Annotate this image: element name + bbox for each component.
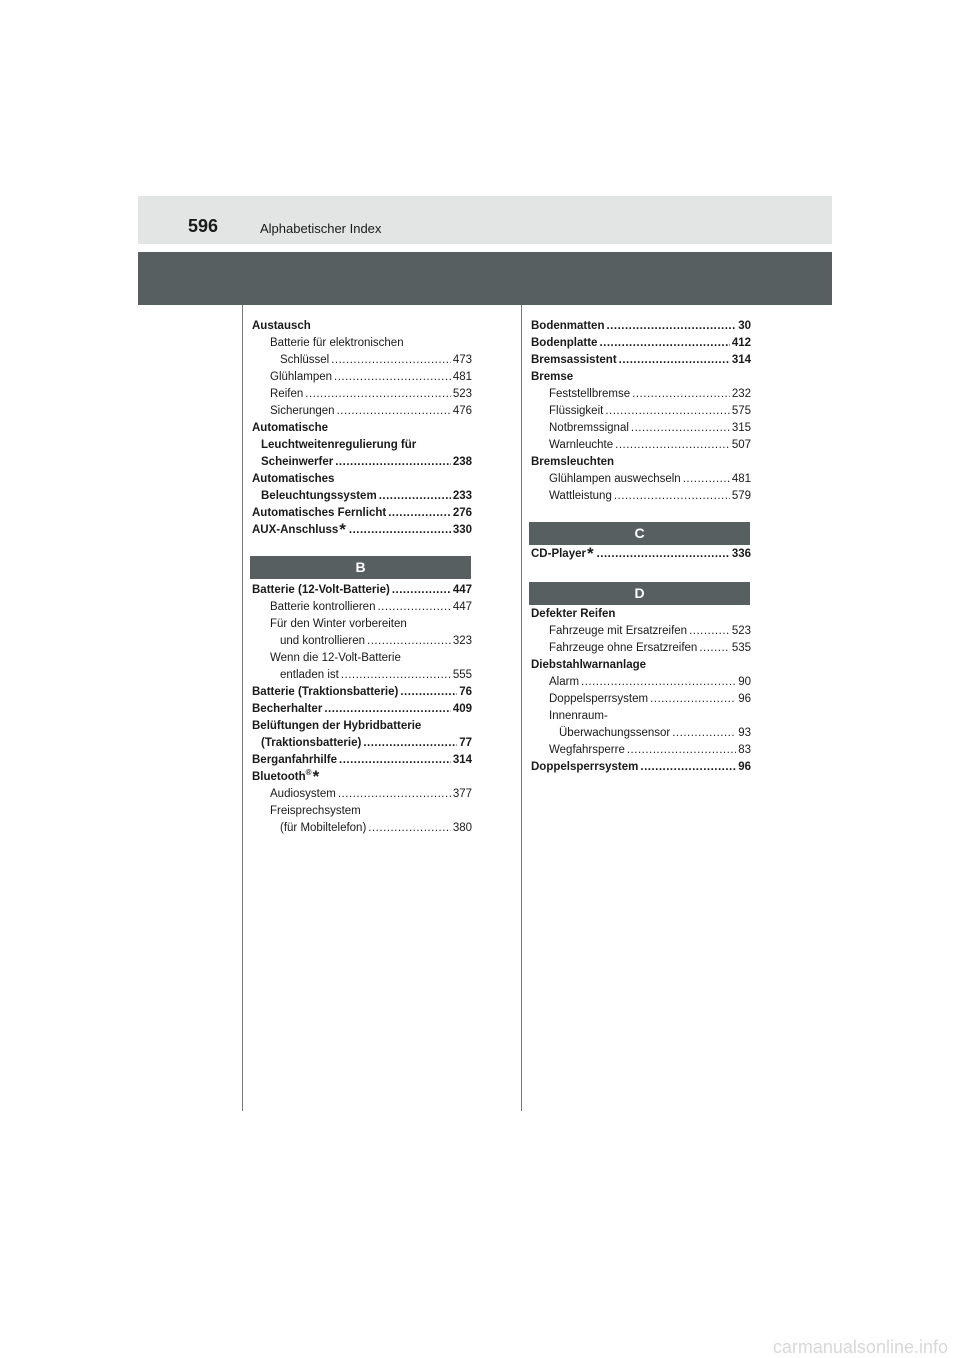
index-subentry: entladen ist ..... 555 bbox=[252, 667, 472, 684]
page-ref: 409 bbox=[452, 703, 472, 715]
index-subentry: (für Mobiltelefon) ..... 380 bbox=[252, 820, 472, 837]
index-entry: Batterie (Traktionsbatterie) ..... 76 bbox=[252, 684, 472, 701]
index-entry: CD-Player* ..... 336 bbox=[531, 546, 751, 563]
page-ref: 447 bbox=[452, 584, 472, 596]
index-subentry: Batterie kontrollieren ..... 447 bbox=[252, 599, 472, 616]
page-ref: 575 bbox=[731, 405, 751, 417]
index-entry: Defekter Reifen bbox=[531, 608, 616, 620]
page-ref: 90 bbox=[738, 676, 751, 688]
index-subentry: Reifen ..... 523 bbox=[252, 386, 472, 403]
index-entry: Leuchtweitenregulierung für bbox=[261, 439, 417, 451]
index-subentry: Glühlampen ..... 481 bbox=[252, 369, 472, 386]
index-subentry: Schlüssel ..... 473 bbox=[252, 352, 472, 369]
page-ref: 315 bbox=[731, 422, 751, 434]
index-subentry: Audiosystem ..... 377 bbox=[252, 786, 472, 803]
index-entry: Belüftungen der Hybridbatterie bbox=[252, 720, 422, 732]
page-ref: 473 bbox=[452, 354, 472, 366]
asterisk-mark: * bbox=[312, 767, 320, 786]
index-column-left-b bbox=[252, 582, 472, 837]
index-subentry: Wegfahrsperre ..... 83 bbox=[531, 742, 751, 759]
index-entry: Automatische bbox=[252, 422, 329, 434]
page-ref: 93 bbox=[738, 727, 751, 739]
index-subentry: Doppelsperrsystem ..... 96 bbox=[531, 691, 751, 708]
index-subentry: Warnleuchte ..... 507 bbox=[531, 437, 751, 454]
page-ref: 380 bbox=[452, 822, 472, 834]
page-ref: 412 bbox=[731, 337, 751, 349]
page-ref: 481 bbox=[452, 371, 472, 383]
page-ref: 330 bbox=[452, 524, 472, 536]
page-ref: 233 bbox=[452, 490, 472, 502]
asterisk-mark: * bbox=[339, 520, 346, 539]
page-ref: 238 bbox=[452, 456, 472, 468]
index-entry: Doppelsperrsystem ..... 96 bbox=[531, 759, 751, 776]
page-ref: 507 bbox=[731, 439, 751, 451]
page-ref: 579 bbox=[731, 490, 751, 502]
index-subentry: Alarm ..... 90 bbox=[531, 674, 751, 691]
asterisk-mark: * bbox=[586, 544, 594, 563]
index-column-right bbox=[531, 318, 751, 505]
index-entry: Becherhalter ..... 409 bbox=[252, 701, 472, 718]
index-entry: Automatisches Fernlicht ..... 276 bbox=[252, 505, 472, 522]
letter-heading-c: C bbox=[529, 522, 750, 545]
page-ref: 232 bbox=[731, 388, 751, 400]
page-ref: 377 bbox=[452, 788, 472, 800]
index-subentry: Für den Winter vorbereiten bbox=[270, 618, 407, 630]
index-entry: Scheinwerfer ..... 238 bbox=[252, 454, 472, 471]
index-entry: Diebstahlwarnanlage bbox=[531, 659, 647, 671]
index-entry: Bodenmatten ..... 30 bbox=[531, 318, 751, 335]
index-subentry: Überwachungssensor ..... 93 bbox=[531, 725, 751, 742]
index-entry: Bluetooth®* bbox=[252, 767, 320, 786]
page-ref: 447 bbox=[452, 601, 472, 613]
page-ref: 535 bbox=[731, 642, 751, 654]
index-entry: Automatisches bbox=[252, 473, 335, 485]
index-subentry: Fahrzeuge mit Ersatzreifen ..... 523 bbox=[531, 623, 751, 640]
index-subentry: und kontrollieren ..... 323 bbox=[252, 633, 472, 650]
page-ref: 481 bbox=[731, 473, 751, 485]
index-entry: Berganfahrhilfe ..... 314 bbox=[252, 752, 472, 769]
page-ref: 77 bbox=[459, 737, 472, 749]
index-entry: Bremse bbox=[531, 371, 574, 383]
index-column-right-c bbox=[531, 546, 751, 563]
index-column-right-d bbox=[531, 606, 751, 776]
index-entry: AUX-Anschluss* ..... 330 bbox=[252, 522, 472, 539]
index-subentry: Glühlampen auswechseln ..... 481 bbox=[531, 471, 751, 488]
index-subentry: Wenn die 12-Volt-Batterie bbox=[270, 652, 401, 664]
index-subentry: Freisprechsystem bbox=[270, 805, 361, 817]
index-subentry: Fahrzeuge ohne Ersatzreifen ..... 535 bbox=[531, 640, 751, 657]
page-ref: 96 bbox=[738, 761, 751, 773]
right-column-rule bbox=[521, 305, 522, 1111]
index-entry: Beleuchtungssystem ..... 233 bbox=[252, 488, 472, 505]
page-ref: 96 bbox=[738, 693, 751, 705]
index-entry: Austausch bbox=[252, 320, 311, 332]
index-entry: Bremsassistent ..... 314 bbox=[531, 352, 751, 369]
page-ref: 314 bbox=[452, 754, 472, 766]
page-ref: 523 bbox=[731, 625, 751, 637]
page-ref: 336 bbox=[731, 548, 751, 560]
index-entry: Batterie (12-Volt-Batterie) ..... 447 bbox=[252, 582, 472, 599]
index-entry: (Traktionsbatterie) ..... 77 bbox=[252, 735, 472, 752]
letter-heading-d: D bbox=[529, 582, 750, 605]
page-ref: 76 bbox=[459, 686, 472, 698]
index-entry: Bodenplatte ..... 412 bbox=[531, 335, 751, 352]
index-subentry: Sicherungen ..... 476 bbox=[252, 403, 472, 420]
index-subentry: Notbremssignal ..... 315 bbox=[531, 420, 751, 437]
registered-mark: ® bbox=[305, 768, 312, 778]
index-subentry: Batterie für elektronischen bbox=[270, 337, 404, 349]
page-ref: 555 bbox=[452, 669, 472, 681]
left-column-rule bbox=[242, 305, 243, 1111]
page-ref: 276 bbox=[452, 507, 472, 519]
letter-heading-b: B bbox=[250, 556, 471, 579]
page-ref: 476 bbox=[452, 405, 472, 417]
page-number: 596 bbox=[188, 216, 219, 236]
header-band bbox=[138, 196, 832, 244]
page-ref: 83 bbox=[738, 744, 751, 756]
section-title: Alphabetischer Index bbox=[260, 221, 382, 236]
page-ref: 30 bbox=[738, 320, 751, 332]
index-subentry: Feststellbremse ..... 232 bbox=[531, 386, 751, 403]
page-ref: 314 bbox=[731, 354, 751, 366]
index-subentry: Flüssigkeit ..... 575 bbox=[531, 403, 751, 420]
watermark: carmanualsonline.info bbox=[772, 1337, 948, 1357]
header-dark-band bbox=[138, 252, 832, 305]
index-entry: Bremsleuchten bbox=[531, 456, 615, 468]
page-ref: 523 bbox=[452, 388, 472, 400]
index-subentry: Wattleistung ..... 579 bbox=[531, 488, 751, 505]
page-ref: 323 bbox=[452, 635, 472, 647]
index-column-left bbox=[252, 318, 472, 539]
index-subentry: Innenraum- bbox=[549, 710, 608, 722]
